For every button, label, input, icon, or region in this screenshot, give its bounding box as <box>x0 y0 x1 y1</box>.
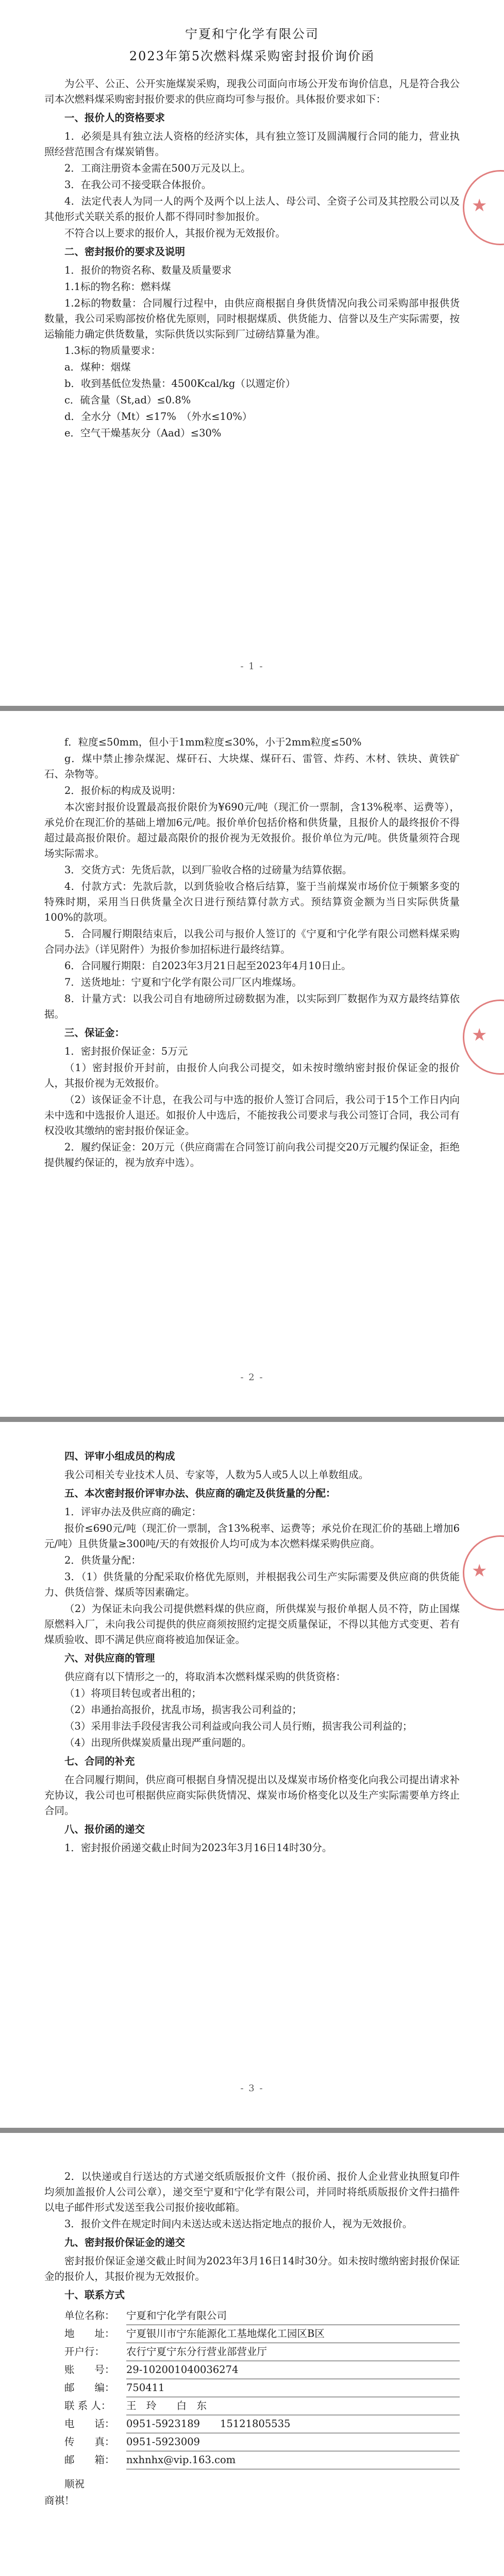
s2-item: b．收到基低位发热量：4500Kcal/kg（以週定价） <box>64 378 296 389</box>
section-9-title: 九、密封报价保证金的递交 <box>64 2236 186 2248</box>
contact-label: 电 话： <box>64 2418 115 2430</box>
intro-paragraph: 为公平、公正、公开实施煤炭采购，现我公司面向市场公开发布询价信息，凡是符合我公司本次燃料煤采购密封报价要求的供应商均可参与报价。具体报价要求如下： <box>44 78 460 105</box>
s6-intro: 供应商有以下情形之一的，将取消本次燃料煤采购的供货资格： <box>64 1671 346 1683</box>
section-4-title: 四、评审小组成员的构成 <box>64 1450 175 1462</box>
page-4 <box>0 2133 504 2576</box>
s2-item: c．硫含量（St,ad）≤0.8% <box>64 394 191 406</box>
section-6-title: 六、对供应商的管理 <box>64 1652 155 1664</box>
section-5-title: 五、本次密封报价评审办法、供应商的确定及供货量的分配： <box>64 1487 336 1499</box>
s2-item: 4．付款方式：先款后款，以到货验收合格后结算，鉴于当前煤炭市场价位于频繁多变的特殊时期，采用当日供货量全次日进行预结算付款方式。预结算资金额为当日实际供货量100%的款项。 <box>44 880 460 923</box>
section-8-title: 八、报价函的递交 <box>64 1823 145 1835</box>
contact-table <box>64 2307 460 2469</box>
contact-value: 0951-5923189 15121805535 <box>126 2415 460 2433</box>
contact-row <box>64 2343 460 2361</box>
contact-label: 邮 箱： <box>64 2454 115 2466</box>
s2-item: 8．计量方式：以我公司自有地磅所过磅数据为准，以实际到厂数据作为双方最终结算依据。 <box>44 993 460 1020</box>
closing-line: 商祺！ <box>44 2495 75 2506</box>
s5-item: 2．供货量分配： <box>64 1554 141 1566</box>
contact-row <box>64 2307 460 2325</box>
contact-row <box>64 2325 460 2343</box>
contact-row <box>64 2361 460 2379</box>
contact-value: 王 玲 白 东 <box>126 2397 460 2415</box>
section-3-title: 三、保证金： <box>64 1027 125 1039</box>
closing-line: 顺祝 <box>64 2478 85 2490</box>
contact-value: 750411 <box>126 2379 460 2397</box>
s2-item: 1.3标的物质量要求： <box>64 345 161 357</box>
s6-item: （3）采用非法手段侵害我公司利益或向我公司人员行贿，损害我公司利益的； <box>64 1720 413 1732</box>
s3-item: （1）密封报价开封前，由报价人向我公司提交，如未按时缴纳密封报价保证金的报价人，其报价视为无效报价。 <box>44 1062 460 1089</box>
contact-label: 开户行： <box>64 2346 105 2358</box>
s1-item: 1．必须是具有独立法人资格的经济实体，具有独立签订及圆满履行合同的能力，营业执照经营范围含有煤炭销售。 <box>44 130 460 158</box>
s2-item: 1.1标的物名称：燃料煤 <box>64 281 171 293</box>
s5-item: 1．评审办法及供应商的确定： <box>64 1506 201 1518</box>
s5-item: （2）为保证未向我公司提供燃料煤的供应商，所供煤炭与报价单据人员不符，防止国煤原燃料入厂，未向我公司提供的供应商须按照约定提交质量保证，不得以其他方式变更、若有煤质验收、即不满足供应商将被追加保证金。 <box>44 1603 460 1646</box>
contact-row <box>64 2379 460 2397</box>
page-number: - 1 - <box>240 661 264 672</box>
seam-stamp-icon: ★ <box>463 1535 504 1611</box>
contact-value: 29-102001040036274 <box>126 2361 460 2379</box>
s2-item: 7．送货地址：宁夏和宁化学有限公司厂区内堆煤场。 <box>64 976 302 988</box>
s3-item: 2．履约保证金：20万元（供应商需在合同签订前向我公司提交20万元履约保证金，拒绝提供履约保证的，视为放弃中选）。 <box>44 1141 460 1168</box>
s2-item: 6．合同履行期限：自2023年3月21日起至2023年4月10日止。 <box>64 960 351 972</box>
contact-value: nxhnhx@vip.163.com <box>126 2451 460 2469</box>
p4-paragraph: 2．以快递或自行送达的方式递交纸质版报价文件（报价函、报价人企业营业执照复印件均须加盖报价人公司公章），递交至宁夏和宁化学有限公司，并同时将纸质版报价文件扫描件以电子邮件形式发送至我公司报价接收邮箱。 <box>44 2171 460 2213</box>
page-number: - 2 - <box>240 1372 264 1383</box>
s2-item: 5．合同履行期限结束后，以我公司与报价人签订的《宁夏和宁化学有限公司燃料煤采购合同办法》（详见附件）为报价参加招标进行最终结算。 <box>44 928 460 955</box>
s2-item: g．煤中禁止掺杂煤泥、煤矸石、大块煤、煤矸石、雷管、炸药、木材、铁块、黄铁矿石、杂物等。 <box>44 753 460 780</box>
s2-item: f．粒度≤50mm，但小于1mm粒度≤30%，小于2mm粒度≤50% <box>64 736 362 748</box>
s4-text: 我公司相关专业技术人员、专家等，人数为5人或5人以上单数组成。 <box>64 1469 369 1481</box>
s8-text: 1．密封报价函递交截止时间为2023年3月16日14时30分。 <box>64 1842 332 1854</box>
s2-item: 3．交货方式：先货后款，以到厂验收合格的过磅量为结算依据。 <box>64 864 352 876</box>
seam-stamp-icon: ★ <box>463 170 504 245</box>
contact-label: 地 址： <box>64 2328 115 2340</box>
s1-item: 4．法定代表人为同一人的两个及两个以上法人、母公司、全资子公司及其控股公司以及其他形式关联关系的报价人都不得同时参加报价。 <box>44 195 460 223</box>
page-number: - 3 - <box>240 2083 264 2094</box>
contact-row <box>64 2415 460 2433</box>
section-2-title: 二、密封报价的要求及说明 <box>64 246 186 258</box>
page-2 <box>0 711 504 1417</box>
contact-row <box>64 2433 460 2451</box>
s1-item: 不符合以上要求的报价人，其报价视为无效报价。 <box>64 227 286 239</box>
contact-label: 邮 编： <box>64 2382 115 2394</box>
s1-item: 2．工商注册资本金需在500万元及以上。 <box>64 162 251 174</box>
contact-label: 传 真： <box>64 2436 115 2448</box>
p4-paragraph: 3．报价文件在规定时间内未送达或未送达指定地点的报价人，视为无效报价。 <box>64 2218 413 2230</box>
s2-item: d．全水分（Mt）≤17% （外水≤10%） <box>64 411 253 422</box>
s6-item: （4）出现所供煤炭质量出现严重问题的。 <box>64 1737 252 1749</box>
contact-label: 联 系 人： <box>64 2400 111 2412</box>
s2-item: 本次密封报价设置最高报价限价为¥690元/吨（现汇价一票制，含13%税率、运费等），承兑价在现汇价的基础上增加6元/吨。报价单价包括价格和供货量，且报价人的最终报价不得超过最高报价限价。超过最高限价的报价视为无效报价。报价单位为元/吨。供货量须符合现场实际需求。 <box>44 801 460 859</box>
s3-item: （2）该保证金不计息，在我公司与中选的报价人签订合同后，我公司于15个工作日内向未中选和中选报价人退还。如报价人中选后，不能按我公司要求与我公司签订合同，我公司有权没收其缴纳的密封报价保证金。 <box>44 1094 460 1137</box>
contact-value: 0951-5923009 <box>126 2433 460 2451</box>
s2-intro: 1．报价的物资名称、数量及质量要求 <box>64 264 232 276</box>
contact-row <box>64 2397 460 2415</box>
s2-item: e．空气干燥基灰分（Aad）≤30% <box>64 427 222 439</box>
s5-item: 3．（1）供货量的分配采取价格优先原则，并根据我公司生产实际需要及供应商的供货能力、供货信誉、煤质等因素确定。 <box>44 1571 460 1598</box>
section-10-title: 十、联系方式 <box>64 2289 125 2301</box>
s6-item: （2）串通抬高报价，扰乱市场，损害我公司利益的； <box>64 1704 302 1716</box>
s3-item: 1．密封报价保证金：5万元 <box>64 1045 188 1057</box>
contact-row <box>64 2451 460 2469</box>
s1-item: 3．在我公司不接受联合体报价。 <box>64 179 212 191</box>
contact-value: 宁夏银川市宁东能源化工基地煤化工园区B区 <box>126 2325 460 2343</box>
s2-item: 2．报价标的构成及说明： <box>64 785 181 796</box>
contact-label: 单位名称： <box>64 2310 115 2321</box>
seam-stamp-icon: ★ <box>463 999 504 1075</box>
section-1-title: 一、报价人的资格要求 <box>64 112 165 124</box>
s7-text: 在合同履行期间，供应商可根据自身情况提出以及煤炭市场价格变化向我公司提出请求补充协议，我公司也可根据供应商实际供货情况、煤炭市场价格变化以及生产实际需要单方终止合同。 <box>44 1774 460 1817</box>
s2-item: 1.2标的物数量：合同履行过程中，由供应商根据自身供货情况向我公司采购部申报供货数量，我公司采购部按价格优先原则，同时根据煤质、供货能力、信誉以及生产实际需要，按运输能力确定供货数量，实际供货以实际到厂过磅结算量为准。 <box>44 297 460 340</box>
s9-text: 密封报价保证金递交截止时间为2023年3月16日14时30分。如未按时缴纳密封报价保证金的报价人，其报价视为无效报价。 <box>44 2255 460 2282</box>
section-7-title: 七、合同的补充 <box>64 1755 135 1767</box>
s2-item: a．煤种：烟煤 <box>64 361 131 373</box>
company-name: 宁夏和宁化学有限公司 <box>185 27 319 41</box>
contact-value: 农行宁夏宁东分行营业部营业厅 <box>126 2343 460 2361</box>
page-3 <box>0 1422 504 2128</box>
s5-item: 报价≤690元/吨（现汇价一票制，含13%税率、运费等；承兑价在现汇价的基础上增加6元/吨）且供货量≥300吨/天的有效报价人均可成为本次燃料煤采购供应商。 <box>44 1522 460 1550</box>
document-title: 2023年第5次燃料煤采购密封报价询价函 <box>129 49 375 63</box>
s6-item: （1）将项目转包或者出租的； <box>64 1687 201 1699</box>
contact-value: 宁夏和宁化学有限公司 <box>126 2307 460 2325</box>
contact-label: 账 号： <box>64 2364 115 2376</box>
page-1 <box>0 0 504 706</box>
